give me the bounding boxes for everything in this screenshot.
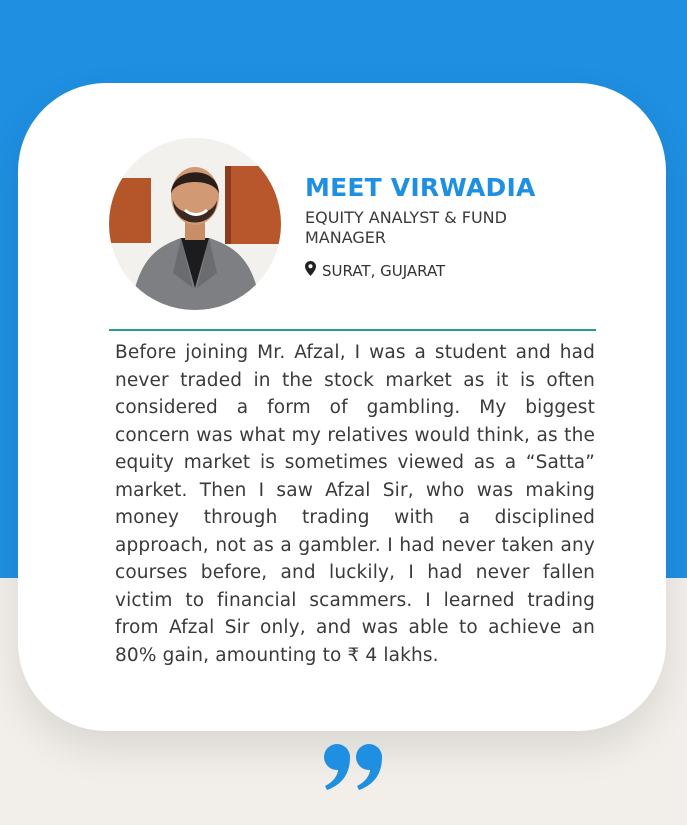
profile-photo <box>109 138 281 310</box>
person-name: MEET VIRWADIA <box>305 173 536 202</box>
map-pin-icon <box>305 261 316 280</box>
avatar <box>109 138 281 310</box>
testimonial-card <box>18 83 666 731</box>
person-role: EQUITY ANALYST & FUND MANAGER <box>305 208 507 247</box>
location-text: SURAT, GUJARAT <box>322 261 446 280</box>
testimonial-text: Before joining Mr. Afzal, I was a student and had never traded in the stock market as it is often considered a form of gambling. My biggest concern was what my relatives would think, as the equity market is sometimes viewed as a “Satta” market. Then I saw Afzal Sir, who was making money through trading with a disciplined approach, not as a gambler. I had never taken any courses before, and luckily, I had never fallen victim to financial scammers. I learned trading from Afzal Sir only, and was able to achieve an 80% gain, amounting to ₹ 4 lakhs. <box>115 342 595 666</box>
closing-quote-icon <box>323 743 385 791</box>
location-line <box>305 261 445 280</box>
divider <box>109 329 596 331</box>
